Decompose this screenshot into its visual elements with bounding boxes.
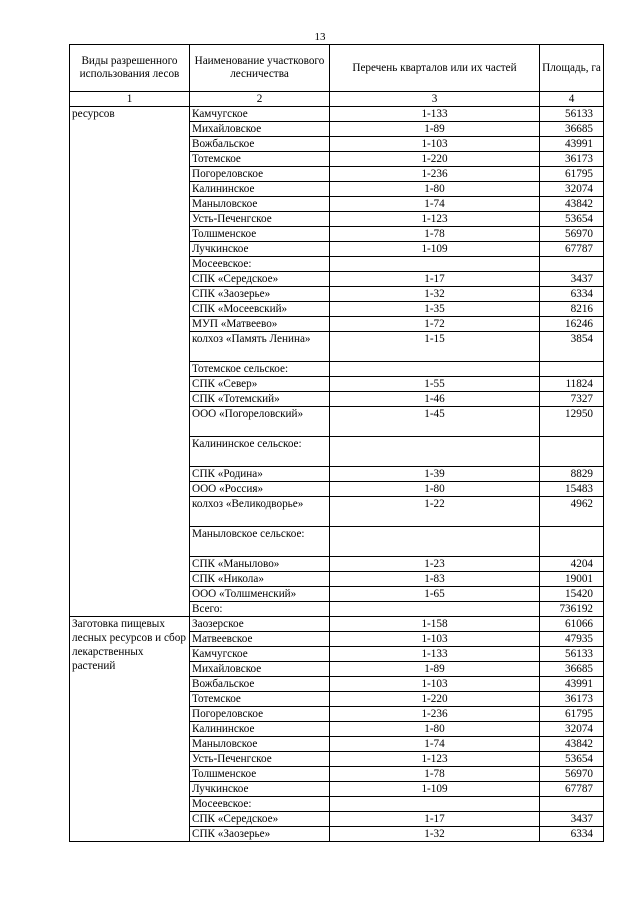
forestry-name-cell: Тотемское	[190, 692, 330, 707]
forestry-name-cell: Калининское	[190, 182, 330, 197]
forestry-name-cell: СПК «Тотемский»	[190, 392, 330, 407]
area-cell: 32074	[540, 722, 604, 737]
column-index: 1	[70, 92, 190, 107]
forestry-name-cell: Лучкинское	[190, 782, 330, 797]
quarters-cell	[330, 362, 540, 377]
forestry-name-cell: Тотемское	[190, 152, 330, 167]
area-cell: 15483	[540, 482, 604, 497]
area-cell: 15420	[540, 587, 604, 602]
forestry-name-cell: СПК «Манылово»	[190, 557, 330, 572]
forestry-name-cell: Камчугское	[190, 647, 330, 662]
area-cell: 56133	[540, 647, 604, 662]
quarters-cell: 1-17	[330, 272, 540, 287]
quarters-cell: 1-220	[330, 692, 540, 707]
area-cell	[540, 527, 604, 557]
forestry-name-cell: Михайловское	[190, 122, 330, 137]
quarters-cell: 1-55	[330, 377, 540, 392]
quarters-cell: 1-22	[330, 497, 540, 527]
area-cell: 3437	[540, 272, 604, 287]
use-type-cell: ресурсов	[70, 107, 190, 617]
forestry-name-cell: ООО «Россия»	[190, 482, 330, 497]
area-cell: 32074	[540, 182, 604, 197]
forestry-name-cell: Погореловское	[190, 167, 330, 182]
quarters-cell	[330, 602, 540, 617]
forestry-name-cell: Мосеевское:	[190, 257, 330, 272]
area-cell: 67787	[540, 242, 604, 257]
quarters-cell: 1-65	[330, 587, 540, 602]
forestry-name-cell: Маныловское	[190, 197, 330, 212]
quarters-cell	[330, 527, 540, 557]
area-cell: 736192	[540, 602, 604, 617]
area-cell: 61066	[540, 617, 604, 632]
quarters-cell: 1-35	[330, 302, 540, 317]
forestry-name-cell: СПК «Середское»	[190, 272, 330, 287]
quarters-cell: 1-80	[330, 182, 540, 197]
column-index: 4	[540, 92, 604, 107]
quarters-cell: 1-83	[330, 572, 540, 587]
forestry-name-cell: Маныловское сельское:	[190, 527, 330, 557]
forestry-name-cell: колхоз «Великодворье»	[190, 497, 330, 527]
quarters-cell: 1-72	[330, 317, 540, 332]
quarters-cell: 1-32	[330, 827, 540, 842]
table-row	[70, 617, 604, 632]
table-body	[70, 107, 604, 842]
area-cell: 36685	[540, 662, 604, 677]
forestry-name-cell: Калининское сельское:	[190, 437, 330, 467]
forestry-name-cell: СПК «Заозерье»	[190, 287, 330, 302]
header-forestry-name: Наименование участкового лесничества	[190, 45, 330, 92]
header-quarters-list: Перечень кварталов или их частей	[330, 45, 540, 92]
forestry-name-cell: Михайловское	[190, 662, 330, 677]
forestry-name-cell: Маныловское	[190, 737, 330, 752]
quarters-cell: 1-74	[330, 197, 540, 212]
quarters-cell: 1-80	[330, 722, 540, 737]
forestry-name-cell: Толшменское	[190, 767, 330, 782]
column-index: 3	[330, 92, 540, 107]
area-cell: 43991	[540, 677, 604, 692]
quarters-cell	[330, 257, 540, 272]
quarters-cell: 1-45	[330, 407, 540, 437]
area-cell: 43842	[540, 737, 604, 752]
quarters-cell: 1-80	[330, 482, 540, 497]
quarters-cell: 1-158	[330, 617, 540, 632]
area-cell: 16246	[540, 317, 604, 332]
area-cell: 61795	[540, 707, 604, 722]
area-cell: 53654	[540, 752, 604, 767]
area-cell: 6334	[540, 827, 604, 842]
area-cell	[540, 437, 604, 467]
area-cell	[540, 362, 604, 377]
quarters-cell: 1-78	[330, 767, 540, 782]
quarters-cell	[330, 797, 540, 812]
forestry-name-cell: Усть-Печенгское	[190, 752, 330, 767]
area-cell: 12950	[540, 407, 604, 437]
area-cell: 36173	[540, 692, 604, 707]
quarters-cell: 1-39	[330, 467, 540, 482]
area-cell: 6334	[540, 287, 604, 302]
area-cell: 47935	[540, 632, 604, 647]
area-cell: 4962	[540, 497, 604, 527]
forestry-name-cell: Вожбальское	[190, 137, 330, 152]
area-cell: 56970	[540, 227, 604, 242]
quarters-cell: 1-109	[330, 242, 540, 257]
area-cell	[540, 257, 604, 272]
forestry-name-cell: Матвеевское	[190, 632, 330, 647]
area-cell: 61795	[540, 167, 604, 182]
area-cell: 36685	[540, 122, 604, 137]
forestry-name-cell: колхоз «Память Ленина»	[190, 332, 330, 362]
quarters-cell: 1-89	[330, 122, 540, 137]
quarters-cell: 1-133	[330, 647, 540, 662]
area-cell: 7327	[540, 392, 604, 407]
quarters-cell: 1-123	[330, 752, 540, 767]
area-cell: 36173	[540, 152, 604, 167]
quarters-cell: 1-17	[330, 812, 540, 827]
quarters-cell: 1-78	[330, 227, 540, 242]
quarters-cell: 1-74	[330, 737, 540, 752]
forestry-name-cell: Всего:	[190, 602, 330, 617]
area-cell: 56970	[540, 767, 604, 782]
quarters-cell: 1-220	[330, 152, 540, 167]
header-area: Площадь, га	[540, 45, 604, 92]
forest-use-table	[69, 44, 604, 842]
quarters-cell: 1-103	[330, 632, 540, 647]
area-cell: 19001	[540, 572, 604, 587]
forestry-name-cell: СПК «Заозерье»	[190, 827, 330, 842]
forestry-name-cell: Камчугское	[190, 107, 330, 122]
forestry-name-cell: СПК «Родина»	[190, 467, 330, 482]
forestry-name-cell: Вожбальское	[190, 677, 330, 692]
forestry-name-cell: СПК «Мосеевский»	[190, 302, 330, 317]
quarters-cell	[330, 437, 540, 467]
area-cell: 8216	[540, 302, 604, 317]
area-cell: 4204	[540, 557, 604, 572]
area-cell: 53654	[540, 212, 604, 227]
forestry-name-cell: СПК «Никола»	[190, 572, 330, 587]
quarters-cell: 1-109	[330, 782, 540, 797]
area-cell: 43991	[540, 137, 604, 152]
column-index-row	[70, 92, 604, 107]
quarters-cell: 1-236	[330, 707, 540, 722]
use-type-cell: Заготовка пищевых лесных ресурсов и сбор лекарственных растений	[70, 617, 190, 842]
forestry-name-cell: Усть-Печенгское	[190, 212, 330, 227]
quarters-cell: 1-46	[330, 392, 540, 407]
area-cell: 3854	[540, 332, 604, 362]
area-cell: 56133	[540, 107, 604, 122]
page-number: 13	[314, 31, 326, 43]
forestry-name-cell: Тотемское сельское:	[190, 362, 330, 377]
forestry-name-cell: Заозерское	[190, 617, 330, 632]
quarters-cell: 1-89	[330, 662, 540, 677]
forestry-name-cell: Мосеевское:	[190, 797, 330, 812]
area-cell: 67787	[540, 782, 604, 797]
forestry-name-cell: Толшменское	[190, 227, 330, 242]
quarters-cell: 1-236	[330, 167, 540, 182]
quarters-cell: 1-15	[330, 332, 540, 362]
area-cell: 11824	[540, 377, 604, 392]
forestry-name-cell: ООО «Погореловский»	[190, 407, 330, 437]
area-cell: 43842	[540, 197, 604, 212]
forestry-name-cell: Погореловское	[190, 707, 330, 722]
area-cell: 3437	[540, 812, 604, 827]
forestry-name-cell: СПК «Середское»	[190, 812, 330, 827]
quarters-cell: 1-103	[330, 137, 540, 152]
forestry-name-cell: Калининское	[190, 722, 330, 737]
area-cell: 8829	[540, 467, 604, 482]
quarters-cell: 1-133	[330, 107, 540, 122]
quarters-cell: 1-103	[330, 677, 540, 692]
header-use-type: Виды разрешенного использования лесов	[70, 45, 190, 92]
forestry-name-cell: МУП «Матвеево»	[190, 317, 330, 332]
area-cell	[540, 797, 604, 812]
forestry-name-cell: СПК «Север»	[190, 377, 330, 392]
forestry-name-cell: Лучкинское	[190, 242, 330, 257]
quarters-cell: 1-32	[330, 287, 540, 302]
table-row	[70, 107, 604, 122]
quarters-cell: 1-123	[330, 212, 540, 227]
header-row	[70, 45, 604, 92]
column-index: 2	[190, 92, 330, 107]
quarters-cell: 1-23	[330, 557, 540, 572]
forestry-name-cell: ООО «Толшменский»	[190, 587, 330, 602]
